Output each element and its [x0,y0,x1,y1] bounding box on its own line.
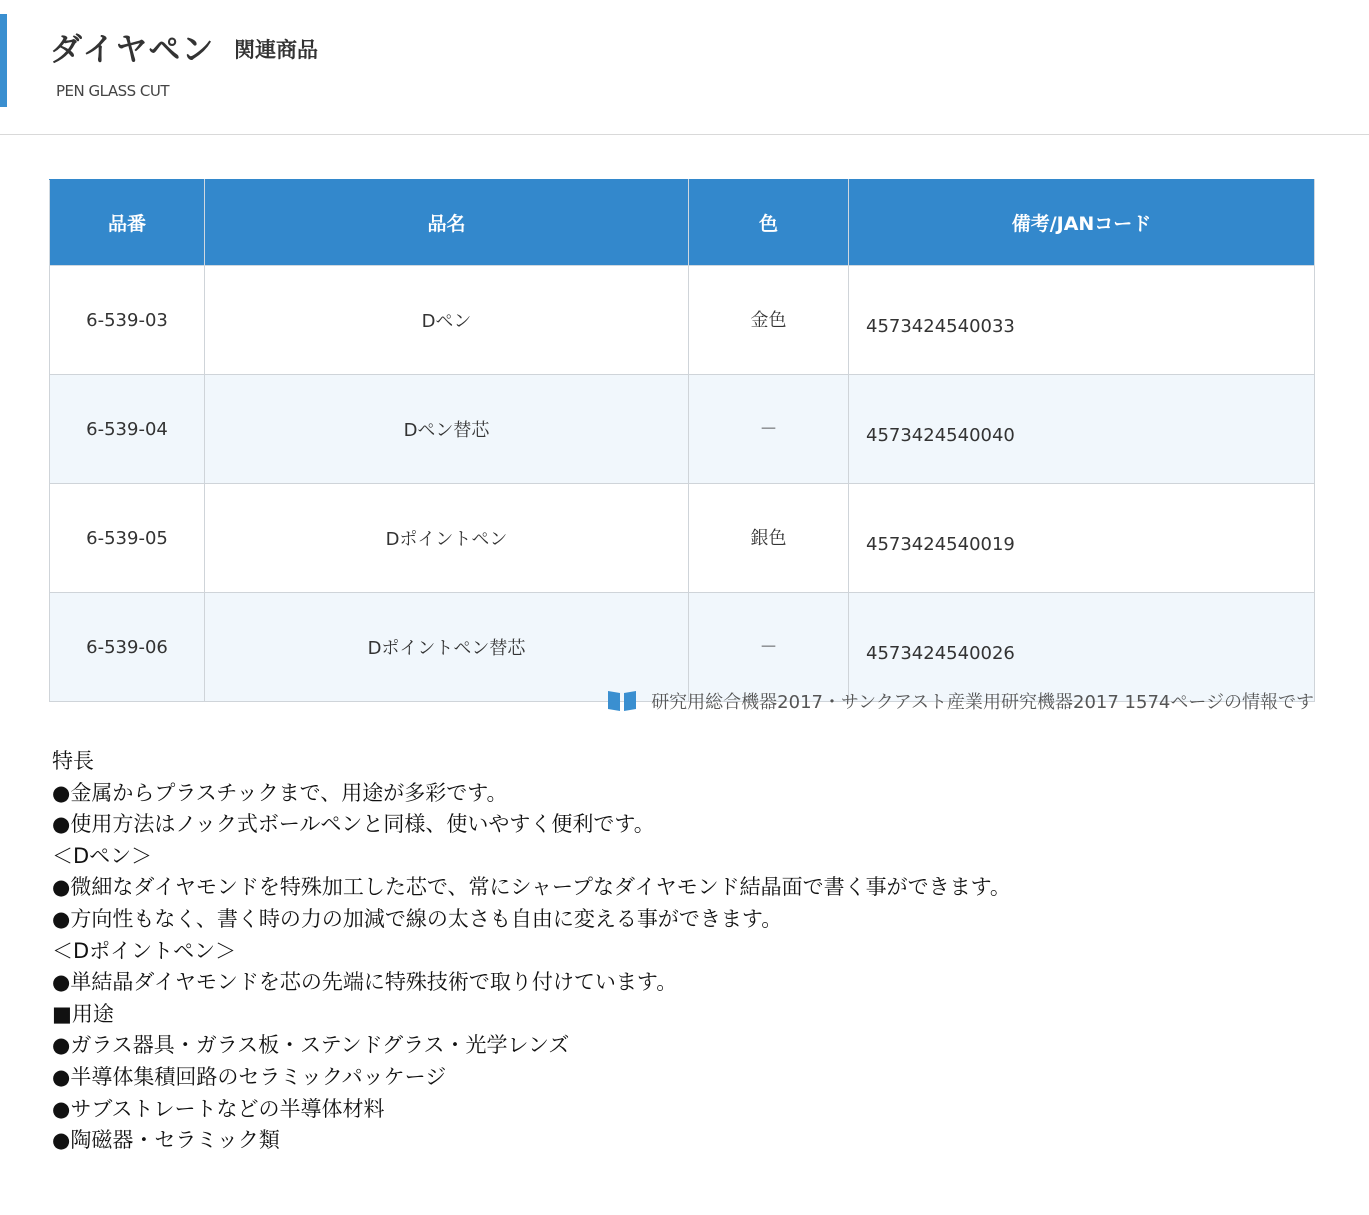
book-icon [607,690,637,712]
related-products-table [49,179,1315,702]
feature-line: ●使用方法はノック式ボールペンと同様、使いやすく便利です。 [52,812,655,837]
product-color: － [689,375,849,484]
column-header-name: 品名 [205,180,689,266]
page-english-title: PEN GLASS CUT [56,82,170,100]
product-name: Dポイントペン替芯 [205,593,689,702]
product-name: Dペン [205,266,689,375]
product-code: 6-539-05 [50,484,205,593]
page-header [0,0,1369,135]
feature-line: ●単結晶ダイヤモンドを芯の先端に特殊技術で取り付けています。 [52,970,678,995]
product-code: 6-539-03 [50,266,205,375]
product-code: 6-539-06 [50,593,205,702]
catalog-source-text: 研究用総合機器2017・サンクアスト産業用研究機器2017 1574ページの情報です [651,692,1314,713]
product-name: Dポイントペン [205,484,689,593]
product-jan-code: 4573424540019 [849,484,1315,593]
table-row [50,266,1315,375]
page-subtitle: 関連商品 [234,38,318,62]
table-header-row [50,180,1315,266]
product-code: 6-539-04 [50,375,205,484]
column-header-jan: 備考/JANコード [849,180,1315,266]
table-row [50,375,1315,484]
feature-subheading: ＜Dペン＞ [52,843,153,868]
usage-line: ●サブストレートなどの半導体材料 [52,1096,385,1121]
feature-line: ●微細なダイヤモンドを特殊加工した芯で、常にシャープなダイヤモンド結晶面で書く事ができます。 [52,875,1011,900]
catalog-source-note [607,688,1314,714]
usage-line: ●ガラス器具・ガラス板・ステンドグラス・光学レンズ [52,1033,570,1058]
table-row [50,593,1315,702]
product-color: 金色 [689,266,849,375]
page-title: ダイヤペン [50,30,215,68]
product-color: － [689,593,849,702]
usage-line: ●半導体集積回路のセラミックパッケージ [52,1064,447,1089]
table-row [50,484,1315,593]
product-name: Dペン替芯 [205,375,689,484]
product-jan-code: 4573424540040 [849,375,1315,484]
product-jan-code: 4573424540033 [849,266,1315,375]
product-jan-code: 4573424540026 [849,593,1315,702]
title-accent-bar [0,14,7,107]
column-header-code: 品番 [50,180,205,266]
usage-heading: ■用途 [52,1001,114,1026]
product-color: 銀色 [689,484,849,593]
feature-subheading: ＜Dポイントペン＞ [52,938,237,963]
column-header-color: 色 [689,180,849,266]
feature-line: ●方向性もなく、書く時の力の加減で線の太さも自由に変える事ができます。 [52,906,783,931]
usage-line: ●陶磁器・セラミック類 [52,1128,280,1153]
features-section [52,746,1312,1157]
feature-line: ●金属からプラスチックまで、用途が多彩です。 [52,780,508,805]
features-heading: 特長 [52,749,94,773]
